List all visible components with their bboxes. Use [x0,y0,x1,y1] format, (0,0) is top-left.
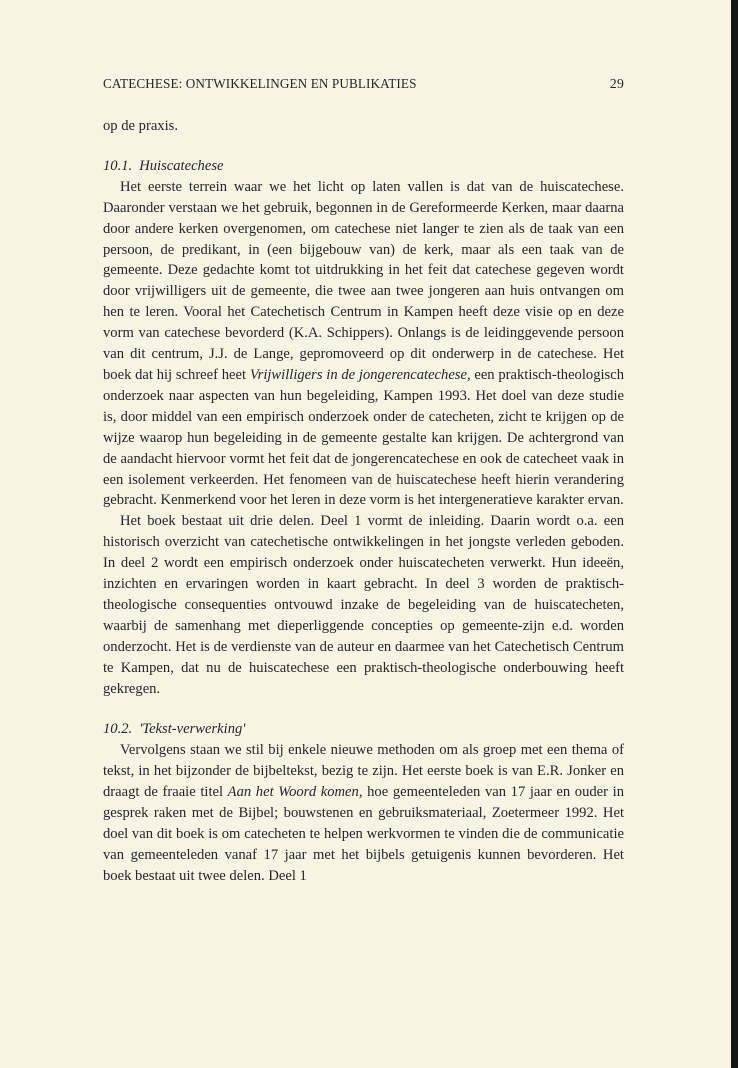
paragraph-text: , een praktisch-theologisch onderzoek naar aspecten van hun begeleiding, Kampen 1993. Het doel van deze studie is, door middel van een empirisch onderzoek onder de catecheten, zicht te krijgen op de wijze waarop hun begeleiding in de gemeente gestalte kan krijgen. De achtergrond van de aandacht hiervoor vormt het feit dat de jongerencatechese en ook de catecheet vaak in een isolement verkeerden. Het fenomeen van de huiscatechese heeft hierin verandering gebracht. Kenmerkend voor het leren in deze vorm is het intergeneratieve karakter ervan. [103,366,624,509]
paragraph-text: hoe gemeenteleden van 17 jaar en ouder in gesprek raken met de Bijbel; bouwstenen en gebruiksmateriaal, Zoetermeer 1992. Het doel van dit boek is om catecheten te helpen werkvormen te vinden die de communicatie van gemeenteleden vanaf 17 jaar met het bijbels getuigenis kunnen bevorderen. Het boek bestaat uit twee delen. Deel 1 [103,784,624,884]
body-paragraph: Het boek bestaat uit drie delen. Deel 1 vormt de inleiding. Daarin wordt o.a. een historisch overzicht van catechetische ontwikkelingen in het jongste verleden geboden. In deel 2 wordt een empirisch onderzoek onder huiscatecheten verwerkt. Hun ideeën, inzichten en ervaringen worden in kaart gebracht. In deel 3 worden de praktisch-theologische consequenties ontvouwd inzake de begeleiding van de huiscatecheten, waarbij de samenhang met dieperliggende concepties op gemeente-zijn e.d. worden onderzocht. Het is de verdienste van de auteur en daarmee van het Catechetisch Centrum te Kampen, dat nu de huiscatechese een praktisch-theologische onderbouwing heeft gekregen. [103,513,624,697]
section-title: Huiscatechese [139,157,224,174]
body-paragraph [103,740,624,886]
section-title: 'Tekst-verwerking' [139,721,246,738]
page-edge-bar [731,0,738,1068]
book-title: Vrijwilligers in de jongerencatechese [249,366,467,383]
paragraph-text: Vervolgens staan we stil bij enkele nieuwe methoden om als groep met een thema of tekst, in het bijzonder de bijbeltekst, bezig te zijn. Het eerste boek is van E.R. Jonker en draagt de fraaie titel [103,742,624,801]
running-title: CATECHESE: ONTWIKKELINGEN EN PUBLIKATIES [103,76,417,91]
document-page [103,74,624,887]
section-number: 10.1. [103,157,133,174]
lead-line: op de praxis. [103,118,178,134]
section-number: 10.2. [103,721,133,738]
page-number: 29 [609,77,624,92]
section-heading [103,156,624,177]
body-paragraph [103,177,624,512]
running-header [103,74,624,97]
paragraph-text: Het eerste terrein waar we het licht op laten vallen is dat van de huiscatechese. Daaronder verstaan we het gebruik, begonnen in de Gereformeerde Kerken, maar daarna door andere kerken overgenomen, om catechese niet langer te zien als de taak van een persoon, de predikant, in (een bijgebouw van) de kerk, maar als een taak van de gemeente. Deze gedachte komt tot uitdrukking in het feit dat catechese gegeven wordt door vrijwilligers uit de gemeente, die twee aan twee jongeren aan huis ontvangen om hen te leren. Vooral het Catechetisch Centrum in Kampen heeft deze visie op en deze vorm van catechese bevorderd (K.A. Schippers). Onlangs is de leidinggevende persoon van dit centrum, J.J. de Lange, gepromoveerd op dit onderwerp in de catechese. Het boek dat hij schreef heet [103,178,624,383]
section-heading [103,719,624,740]
book-title: Aan het Woord komen, [227,784,363,801]
